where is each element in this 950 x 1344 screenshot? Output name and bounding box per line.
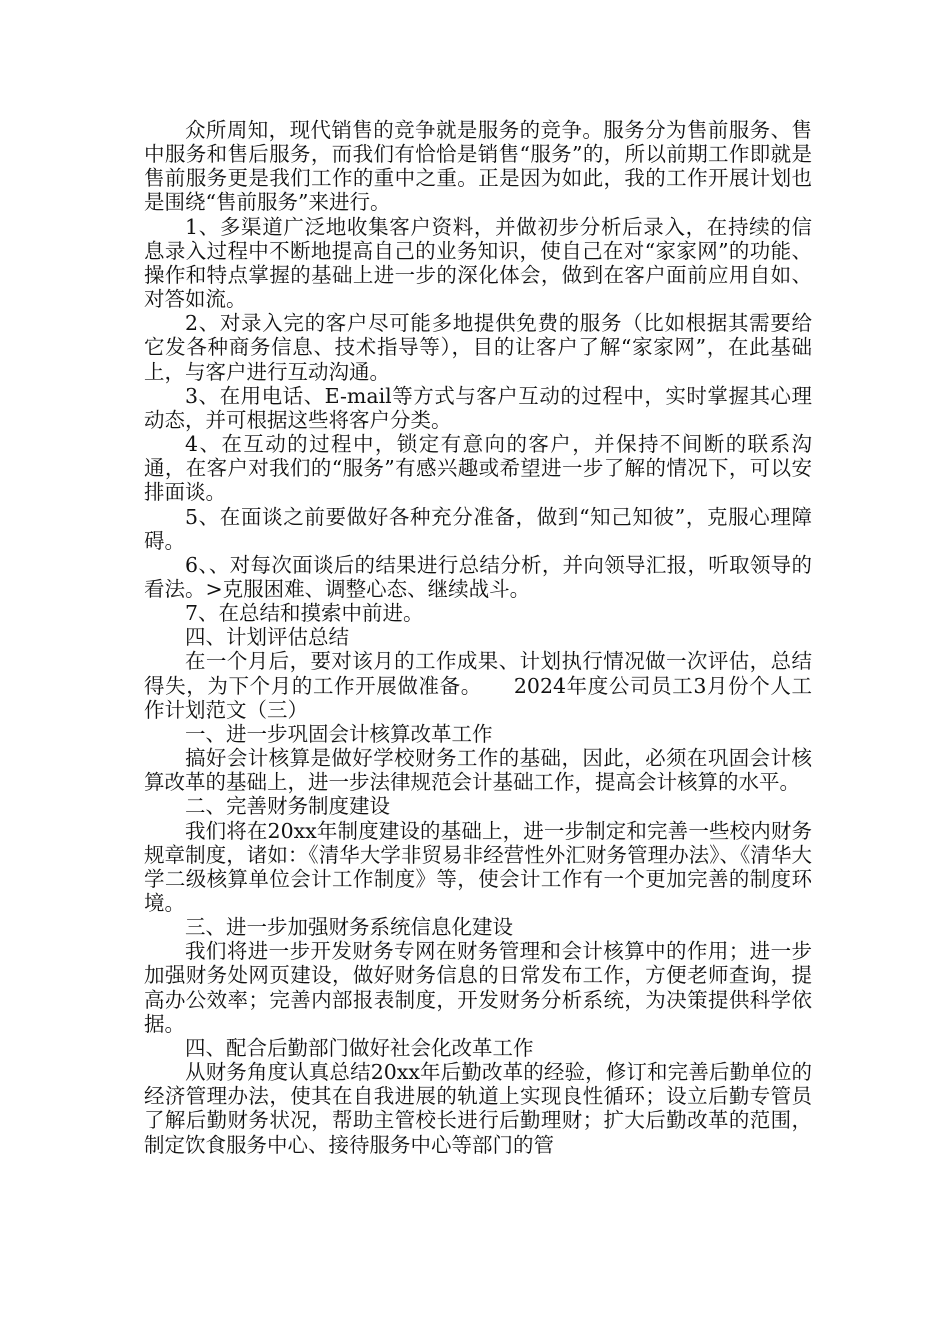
accounting-paragraph: 搞好会计核算是做好学校财务工作的基础，因此，必须在巩固会计核算改革的基础上，进一步法律规范会计基础工作，提高会计核算的水平。 bbox=[144, 746, 812, 795]
plan-item-7: 7、在总结和摸索中前进。 bbox=[185, 601, 424, 626]
plan-item-5: 5、在面谈之前要做好各种充分准备，做到“知己知彼”，克服心理障碍。 bbox=[144, 504, 812, 553]
evaluation-paragraph: 在一个月后，要对该月的工作成果、计划执行情况做一次评估，总结得失，为下个月的工作开展做准备。 2024年度公司员工3月份个人工作计划范文（三） bbox=[144, 649, 812, 722]
section-heading-accounting: 一、进一步巩固会计核算改革工作 bbox=[185, 721, 493, 746]
informatization-paragraph: 我们将进一步开发财务专网在财务管理和会计核算中的作用；进一步加强财务处网页建设，做好财务信息的日常发布工作，方便老师查询，提高办公效率；完善内部报表制度，开发财务分析系统，为决策提供科学依据。 bbox=[144, 939, 812, 1036]
document-page bbox=[144, 118, 812, 1157]
intro-paragraph: 众所周知，现代销售的竞争就是服务的竞争。服务分为售前服务、售中服务和售后服务，而我们有恰恰是销售“服务”的，所以前期工作即就是售前服务更是我们工作的重中之重。正是因为如此，我的工作开展计划也是围绕“售前服务”来进行。 bbox=[144, 118, 812, 215]
logistics-paragraph: 从财务角度认真总结20xx年后勤改革的经验，修订和完善后勤单位的经济管理办法，使其在自我进展的轨道上实现良性循环；设立后勤专管员了解后勤财务状况，帮助主管校长进行后勤理财；扩大后勤改革的范围，制定饮食服务中心、接待服务中心等部门的管 bbox=[144, 1060, 812, 1157]
section-heading-logistics: 四、配合后勤部门做好社会化改革工作 bbox=[185, 1035, 534, 1060]
section-heading-informatization: 三、进一步加强财务系统信息化建设 bbox=[185, 915, 513, 940]
finance-system-paragraph: 我们将在20xx年制度建设的基础上，进一步制定和完善一些校内财务规章制度，诸如：《清华大学非贸易非经营性外汇财务管理办法》、《清华大学二级核算单位会计工作制度》等，使会计工作有一个更加完善的制度环境。 bbox=[144, 818, 812, 915]
plan-item-2: 2、对录入完的客户尽可能多地提供免费的服务（比如根据其需要给它发各种商务信息、技术指导等），目的让客户了解“家家网”，在此基础上，与客户进行互动沟通。 bbox=[144, 311, 812, 384]
plan-item-4: 4、在互动的过程中，锁定有意向的客户，并保持不间断的联系沟通，在客户对我们的“服务”有感兴趣或希望进一步了解的情况下，可以安排面谈。 bbox=[144, 432, 812, 505]
plan-item-6: 6、、对每次面谈后的结果进行总结分析，并向领导汇报，听取领导的看法。>克服困难、调整心态、继续战斗。 bbox=[144, 552, 812, 601]
plan-item-1: 1、多渠道广泛地收集客户资料，并做初步分析后录入，在持续的信息录入过程中不断地提高自己的业务知识，使自己在对“家家网”的功能、操作和特点掌握的基础上进一步的深化体会，做到在客户面前应用自如、对答如流。 bbox=[144, 214, 812, 312]
plan-item-3: 3、在用电话、E-mail等方式与客户互动的过程中，实时掌握其心理动态，并可根据这些将客户分类。 bbox=[144, 383, 812, 432]
section-heading-evaluation: 四、计划评估总结 bbox=[185, 625, 349, 650]
section-heading-finance-system: 二、完善财务制度建设 bbox=[185, 794, 390, 819]
